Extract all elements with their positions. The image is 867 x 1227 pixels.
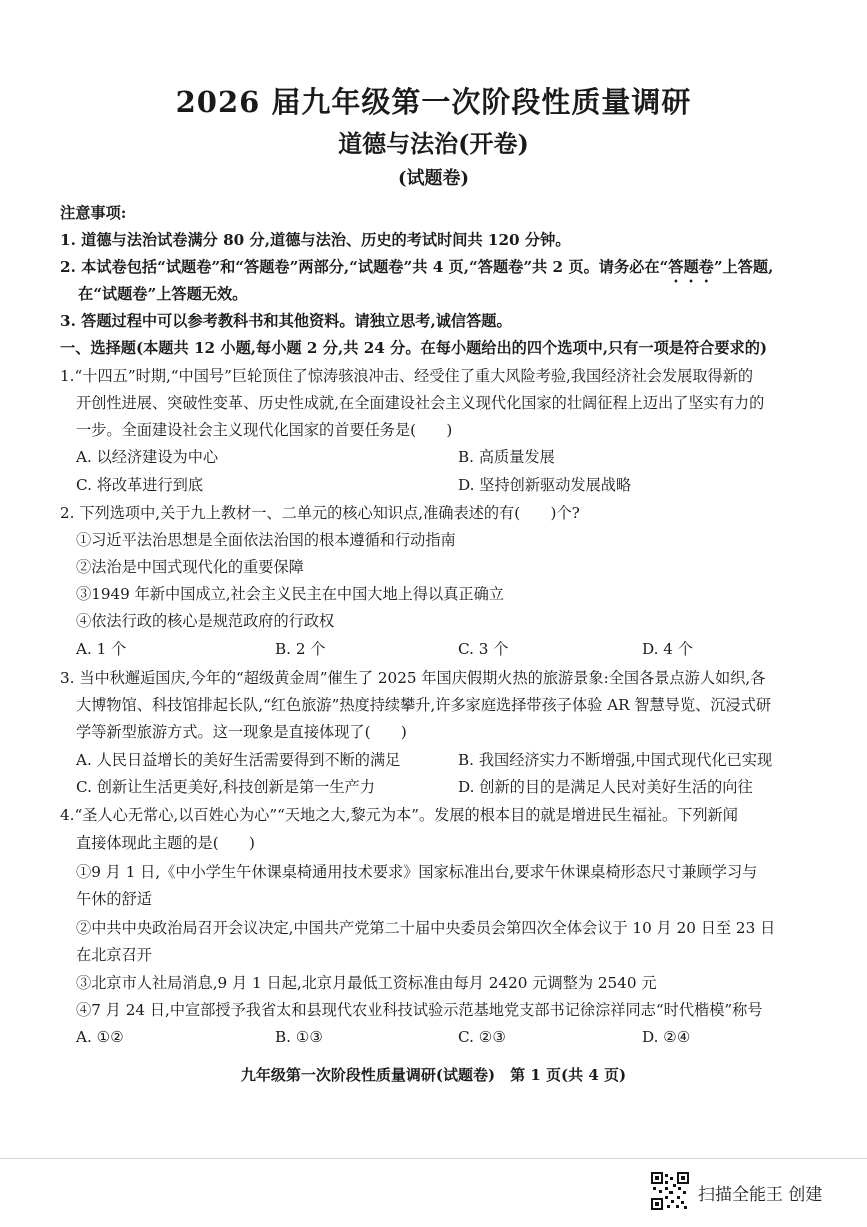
q3-option-a: A. 人民日益增长的美好生活需要得到不断的满足	[76, 751, 401, 769]
subject-title: 道德与法治(开卷)	[338, 129, 529, 158]
q4-statement-2: ②中共中央政治局召开会议决定,中国共产党第二十届中央委员会第四次全体会议于 10 月 20 日至 23 日	[76, 919, 776, 937]
q4-stem-line-1: 4.“圣人心无常心,以百姓心为心”“天地之大,黎元为本”。发展的根本目的就是增进民生福祉。下列新闻	[60, 806, 738, 824]
notice-item-2	[60, 257, 830, 286]
q4-option-d: D. ②④	[642, 1028, 691, 1046]
q1-stem-line-2: 开创性进展、突破性变革、历史性成就,在全面建设社会主义现代化国家的壮阔征程上迈出了坚实有力的	[76, 394, 765, 412]
qr-code-icon	[651, 1172, 689, 1210]
q4-statement-2-cont: 在北京召开	[76, 946, 152, 964]
q2-statement-3: ③1949 年新中国成立,社会主义民主在中国大地上得以真正确立	[76, 585, 504, 603]
q2-statement-4: ④依法行政的核心是规范政府的行政权	[76, 612, 335, 630]
q2-stem: 2. 下列选项中,关于九上教材一、二单元的核心知识点,准确表述的有( )个?	[60, 504, 580, 522]
q4-stem-line-2: 直接体现此主题的是( )	[76, 834, 255, 852]
notice-item-2-emphasis: 答题卷	[668, 258, 714, 276]
notice-item-2-part-b: ”上答题,	[713, 258, 774, 276]
q1-option-d: D. 坚持创新驱动发展战略	[458, 476, 632, 494]
q1-stem-line-1: 1.“十四五”时期,“中国号”巨轮顶住了惊涛骇浪冲击、经受住了重大风险考验,我国经济社会发展取得新的	[60, 367, 754, 385]
q3-stem-line-1: 3. 当中秋邂逅国庆,今年的“超级黄金周”催生了 2025 年国庆假期火热的旅游景象:全国各景点游人如织,各	[60, 669, 766, 687]
q3-option-b: B. 我国经济实力不断增强,中国式现代化已实现	[458, 751, 773, 769]
q2-statement-2: ②法治是中国式现代化的重要保障	[76, 558, 304, 576]
page-footer: 九年级第一次阶段性质量调研(试题卷) 第 1 页(共 4 页)	[240, 1066, 627, 1084]
q3-stem-line-2: 大博物馆、科技馆排起长队,“红色旅游”热度持续攀升,许多家庭选择带孩子体验 AR 智慧导览、沉浸式研	[76, 696, 772, 714]
notice-item-1: 1. 道德与法治试卷满分 80 分,道德与法治、历史的考试时间共 120 分钟。	[60, 231, 571, 249]
q3-option-c: C. 创新让生活更美好,科技创新是第一生产力	[76, 778, 375, 796]
q3-option-d: D. 创新的目的是满足人民对美好生活的向往	[458, 778, 753, 796]
section-heading: 一、选择题(本题共 12 小题,每小题 2 分,共 24 分。在每小题给出的四个选项中,只有一项是符合要求的)	[60, 339, 768, 357]
q2-statement-1: ①习近平法治思想是全面依法治国的根本遵循和行动指南	[76, 531, 456, 549]
q4-option-c: C. ②③	[458, 1028, 506, 1046]
q2-option-b: B. 2 个	[275, 640, 326, 658]
q2-option-a: A. 1 个	[76, 640, 127, 658]
paper-type: (试题卷)	[397, 168, 470, 189]
exam-title: 2026 届九年级第一次阶段性质量调研	[175, 85, 692, 119]
notice-item-3: 3. 答题过程中可以参考教科书和其他资料。请独立思考,诚信答题。	[60, 312, 512, 330]
q4-statement-1: ①9 月 1 日,《中小学生午休课桌椅通用技术要求》国家标准出台,要求午休课桌椅形态尺寸兼顾学习与	[76, 863, 758, 881]
q4-statement-1-cont: 午休的舒适	[76, 890, 152, 908]
q1-stem-line-3: 一步。全面建设社会主义现代化国家的首要任务是( )	[76, 421, 453, 439]
q4-option-b: B. ①③	[275, 1028, 324, 1046]
notice-item-2-part-a: 2. 本试卷包括“试题卷”和“答题卷”两部分,“试题卷”共 4 页,“答题卷”共 2 页。请务必在“	[60, 258, 669, 276]
notice-heading: 注意事项:	[60, 204, 127, 222]
q1-option-a: A. 以经济建设为中心	[76, 448, 219, 466]
q4-option-a: A. ①②	[76, 1028, 124, 1046]
q2-option-c: C. 3 个	[458, 640, 509, 658]
scanner-watermark-label: 扫描全能王 创建	[698, 1185, 823, 1205]
q4-statement-4: ④7 月 24 日,中宣部授予我省太和县现代农业科技试验示范基地党支部书记徐淙祥同志“时代楷模”称号	[76, 1001, 763, 1019]
notice-item-2-cont: 在“试题卷”上答题无效。	[78, 285, 248, 303]
q3-stem-line-3: 学等新型旅游方式。这一现象是直接体现了( )	[76, 723, 407, 741]
q1-option-b: B. 高质量发展	[458, 448, 555, 466]
q2-option-d: D. 4 个	[642, 640, 693, 658]
scanner-divider	[0, 1158, 867, 1159]
q4-statement-3: ③北京市人社局消息,9 月 1 日起,北京月最低工资标准由每月 2420 元调整为 2540 元	[76, 974, 657, 992]
q1-option-c: C. 将改革进行到底	[76, 476, 204, 494]
